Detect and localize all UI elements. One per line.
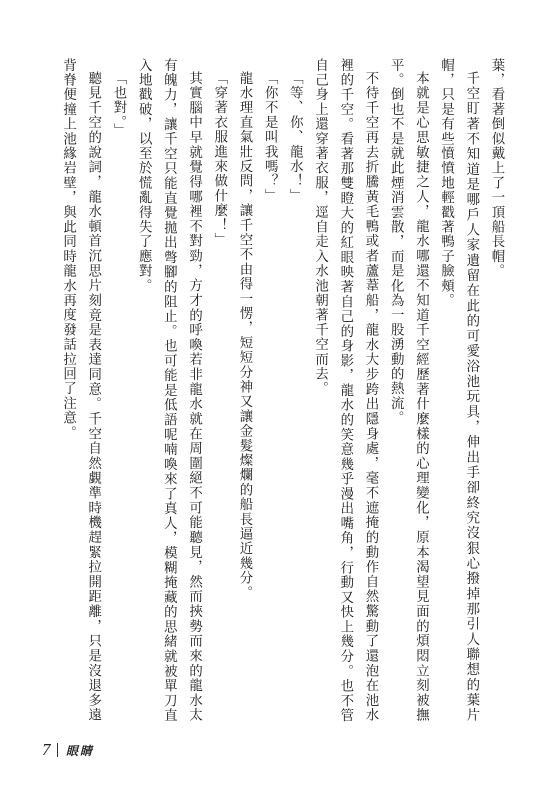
page-number: 7 xyxy=(42,740,51,759)
body-text xyxy=(39,58,509,723)
footer-divider xyxy=(57,743,59,757)
paragraph: 葉，看著倒似戴上了一頂船長帽。 xyxy=(489,58,504,279)
paragraph: 聽見千空的說詞，龍水頓首沉思片刻竟是表達同意。千空自然覷準時機趕緊拉開距離，只是沒退多遠背脊便撞上池緣岩壁，與此同時龍水再度發話拉回了注意。 xyxy=(60,58,101,723)
running-head: 眼睛 xyxy=(66,743,95,758)
paragraph: 「也對。」 xyxy=(110,71,126,139)
paragraph: 「等、你、龍水！」 xyxy=(287,71,303,204)
paragraph: 龍水理直氣壯反問，讓千空不由得一愣，短短分神又讓金髮燦爛的船長逼近幾分。 xyxy=(236,71,252,601)
paragraph: 本就是心思敏捷之人，龍水哪還不知道千空經歷著什麼樣的心理變化，原本渴望見面的煩悶立刻被撫平。倒也不是就此煙消雲散，而是化為一股湧動的熱流。 xyxy=(388,58,429,723)
paragraph: 不待千空再去折騰黃毛鴨或者蘆葦船，龍水大步跨出隱身處，毫不遮掩的動作自然驚動了還泡在池水裡的千空。看著那雙瞪大的紅眼映著自己的身影，龍水的笑意幾乎漫出嘴角，行動又快上幾分。也不管自己身上還穿著衣服，逕自走入水池朝著千空而去。 xyxy=(312,58,378,723)
paragraph: 「穿著衣服進來做什麼！」 xyxy=(211,71,227,248)
page-footer xyxy=(42,740,94,760)
paragraph: 其實腦中早就覺得哪裡不對勁，方才的呼喚若非龍水就在周圍絕不可能聽見，然而挾勢而來的龍水太有魄力，讓千空只能直覺拋出彆腳的阻止。也可能是低語呢喃喚來了真人，模糊掩藏的思緒就被單刀直入地戳破，以至於慌亂得失了應對。 xyxy=(136,58,202,723)
paragraph: 千空盯著不知道是哪戶人家遺留在此的可愛浴池玩具，伸出手卻終究沒狠心撥掉那引人聯想的葉片帽，只是有些憤憤地輕戳著鴨子臉頰。 xyxy=(438,58,479,723)
paragraph: 「你不是叫我嗎？」 xyxy=(262,71,278,204)
